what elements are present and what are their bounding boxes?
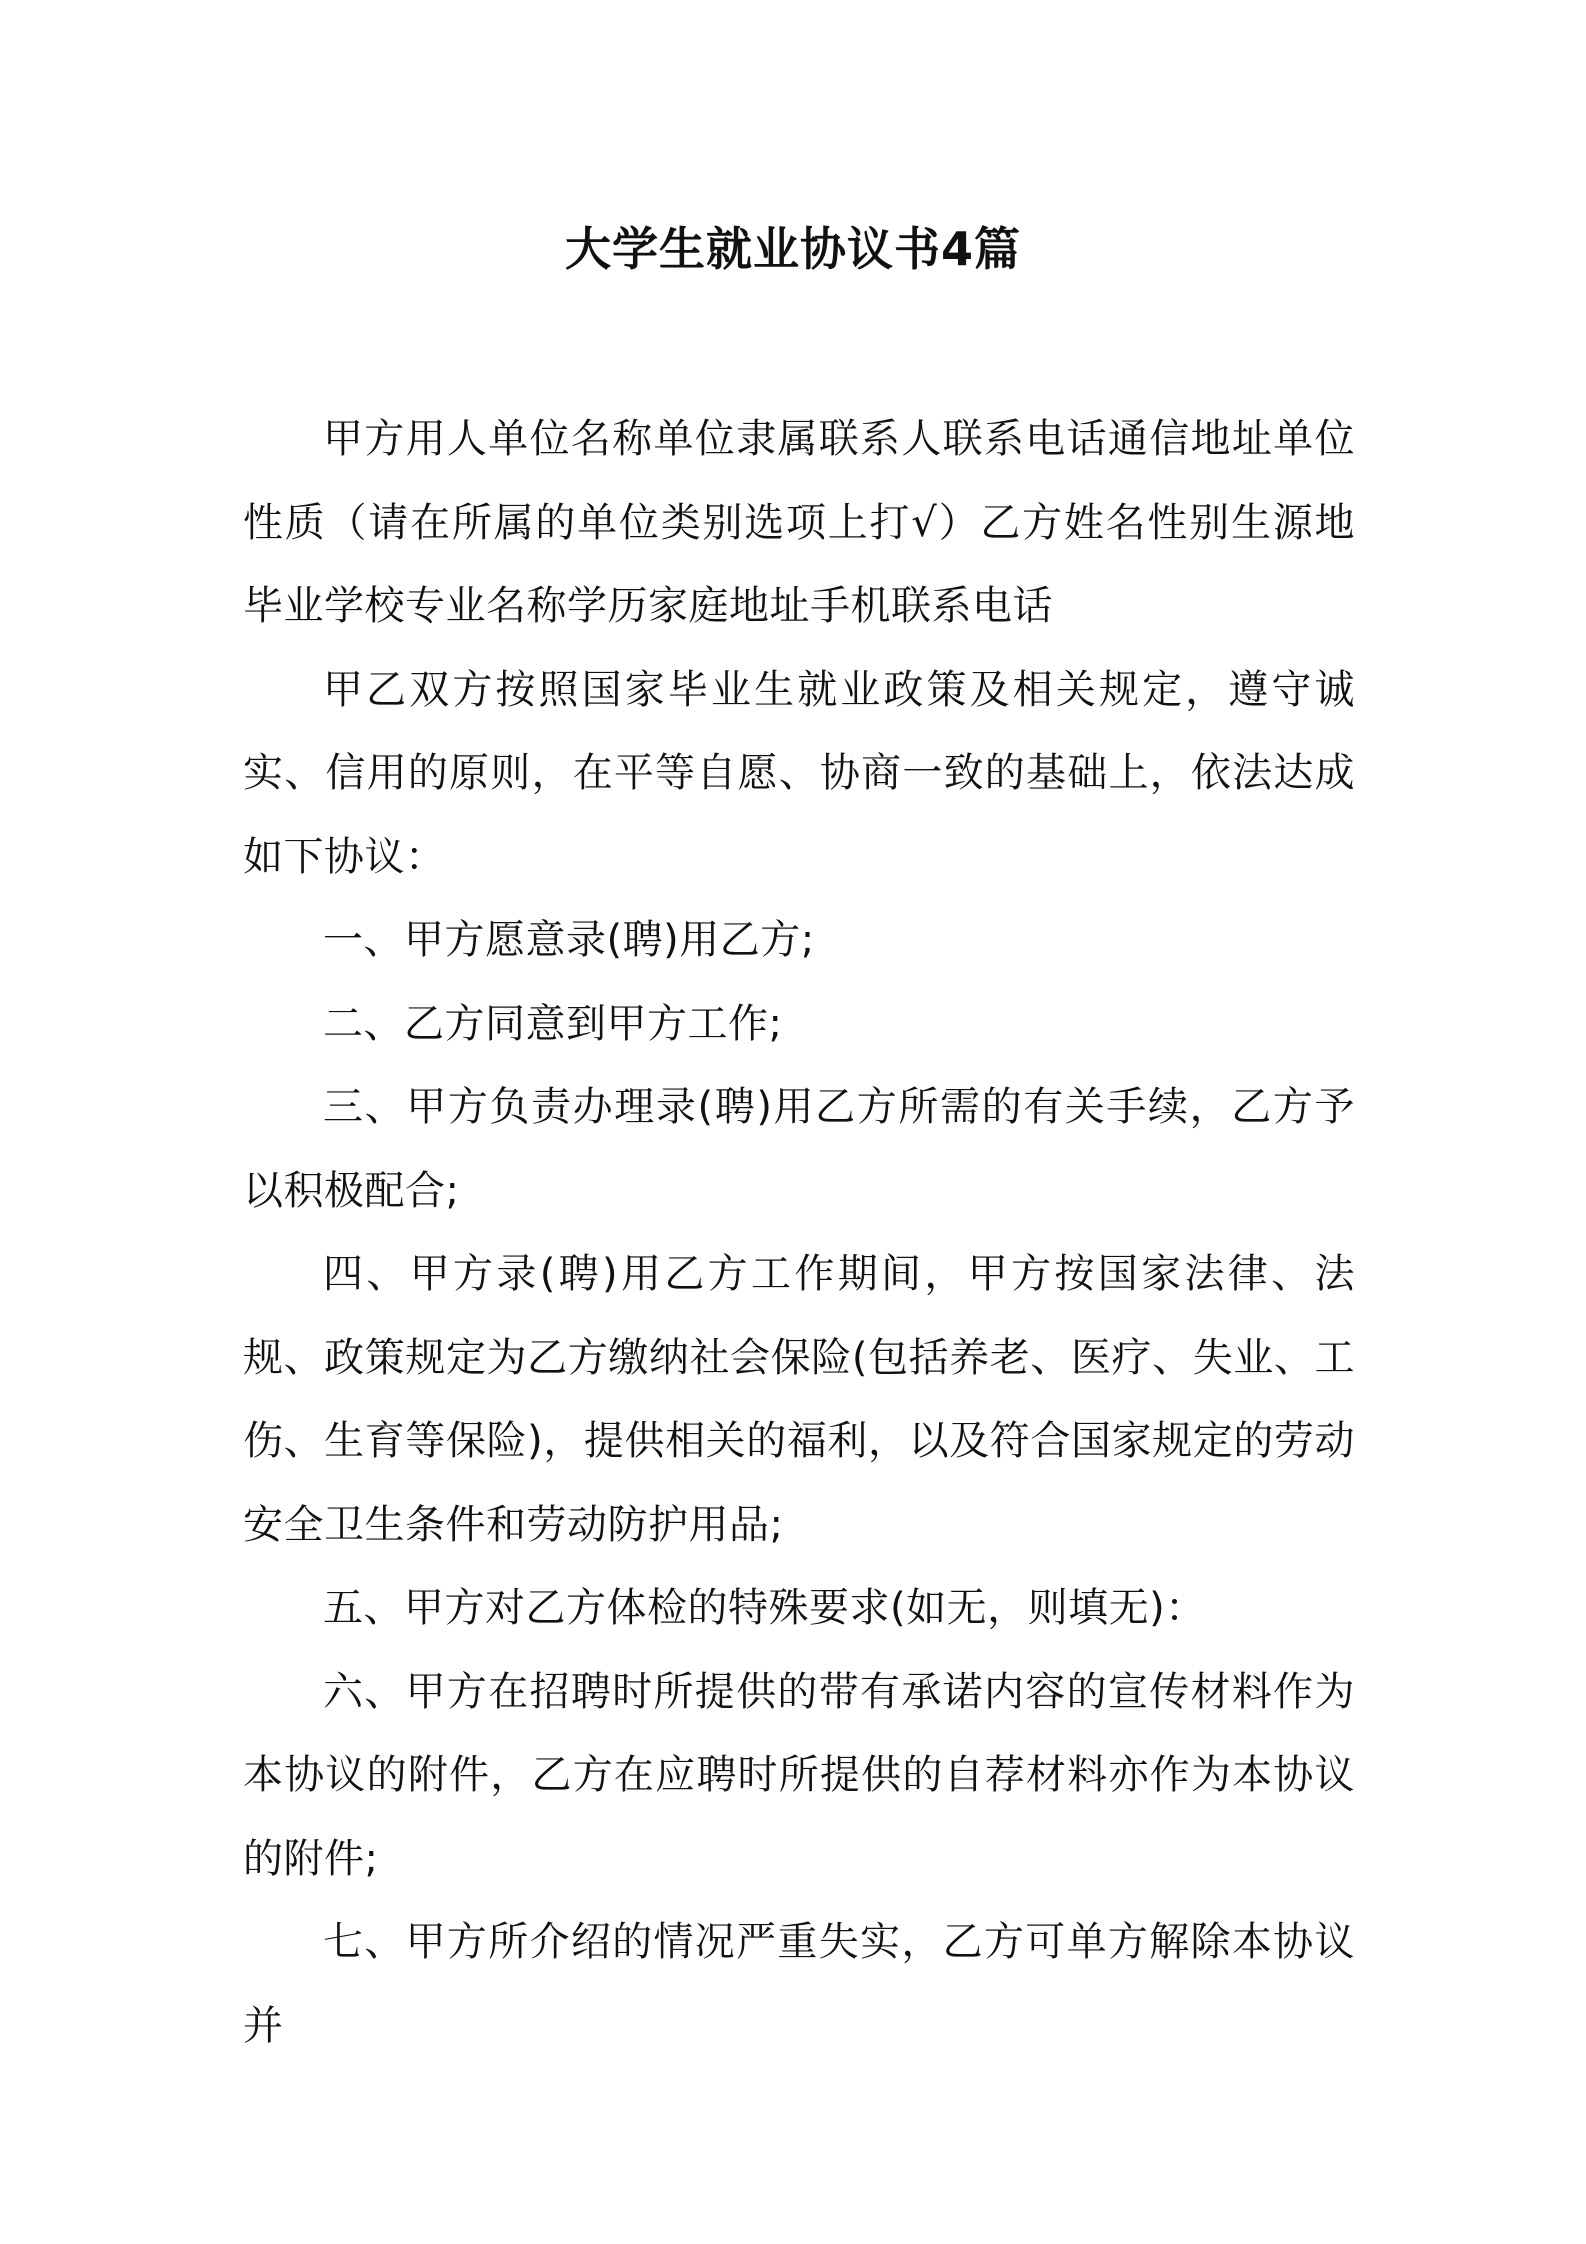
- paragraph-clause-7: 七、甲方所介绍的情况严重失实，乙方可单方解除本协议并: [243, 1919, 1355, 2049]
- paragraph-clause-4: 四、甲方录(聘)用乙方工作期间，甲方按国家法律、法规、政策规定为乙方缴纳社会保险(包括养老、医疗、失业、工伤、生育等保险)，提供相关的福利，以及符合国家规定的劳动安全卫生条件和劳动防护用品;: [243, 1251, 1355, 1548]
- document-body: [243, 398, 1355, 2068]
- paragraph-clause-5: 五、甲方对乙方体检的特殊要求(如无，则填无)：: [323, 1585, 1206, 1631]
- paragraph-clause-3: 三、甲方负责办理录(聘)用乙方所需的有关手续，乙方予以积极配合;: [243, 1084, 1355, 1214]
- paragraph-clause-6: 六、甲方在招聘时所提供的带有承诺内容的宣传材料作为本协议的附件，乙方在应聘时所提供的自荐材料亦作为本协议的附件;: [243, 1668, 1355, 1882]
- paragraph-clause-2: 二、乙方同意到甲方工作;: [323, 1000, 783, 1047]
- paragraph-party-info: 甲方用人单位名称单位隶属联系人联系电话通信地址单位性质（请在所属的单位类别选项上打√）乙方姓名性别生源地毕业学校专业名称学历家庭地址手机联系电话: [243, 416, 1355, 629]
- paragraph-preamble: 甲乙双方按照国家毕业生就业政策及相关规定，遵守诚实、信用的原则，在平等自愿、协商一致的基础上，依法达成如下协议：: [243, 666, 1355, 880]
- document-title: 大学生就业协议书4篇: [564, 222, 1021, 276]
- paragraph-clause-1: 一、甲方愿意录(聘)用乙方;: [323, 917, 815, 963]
